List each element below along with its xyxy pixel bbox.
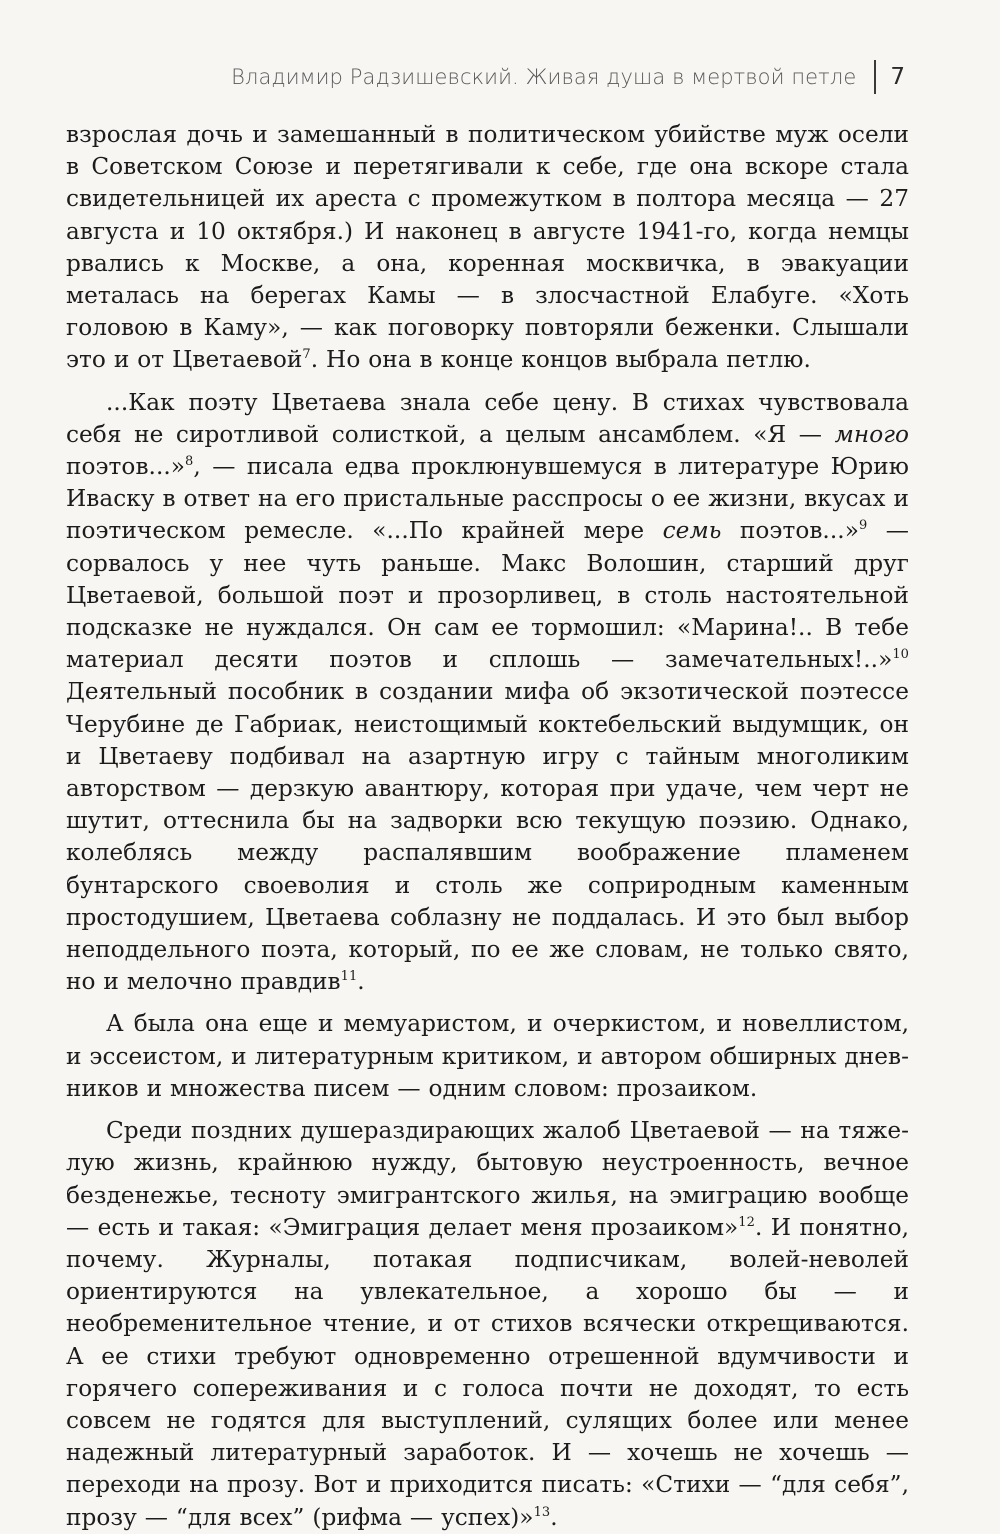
text-run: Деятельный пособник в создании мифа об экзотической поэтессе Черубине де Габриак, неистощимый коктебельский выдумщик, он и Цветаеву подбивал на азартную игру с тайным многоликим авторством — дерзкую авантюру, которая при удаче, чем черт не шутит, оттеснила бы на задворки всю текущую поэзию. Однако, колеблясь между распалявшим воображение пламенем бунтарского своеволия и столь же соприродным каменным простодушием, Цветаева соблазну не поддалась. И это был выбор неподдельного поэта, который, по ее же словам, не только свято, но и мелочно правдив — [66, 678, 909, 996]
text-run: ...Как поэту Цветаева знала себе цену. В стихах чувствовала себя не сиротливой солисткой, а целым ансамблем. «Я — — [66, 388, 909, 448]
paragraph — [66, 1115, 909, 1534]
footnote-ref: 10 — [892, 647, 909, 663]
running-header — [231, 60, 905, 94]
emphasis-text: семь — [662, 517, 722, 545]
text-run: , — писала едва проклюнувшемуся в литературе Юрию Иваску в ответ на его пристальные расспросы о ее жизни, вкусах и поэтическом ремесле. «...По крайней мере — [66, 453, 909, 545]
text-run: А была она еще и мемуаристом, и очеркистом, и новеллистом, и эссеистом, и литературным критиком, и автором обширных дневников и множества писем — одним словом: прозаиком. — [66, 1010, 909, 1102]
page-number: 7 — [890, 64, 905, 90]
paragraph — [66, 1008, 909, 1105]
text-run: — сорвалось у нее чуть раньше. Макс Волошин, старший друг Цветаевой, большой поэт и прозорливец, в столь настоятельной подсказке не нуждался. Он сам ее тормошил: «Марина!.. В тебе материал десяти поэтов и сплошь — замечательных!..» — [66, 517, 909, 674]
footnote-ref: 9 — [858, 518, 868, 534]
body-text — [66, 119, 909, 1534]
text-run: Среди поздних душераздирающих жалоб Цветаевой — на тяжелую жизнь, крайнюю нужду, бытовую неустроенность, вечное безденежье, тесноту эмигрантского жилья, на эмиграцию вообще — есть и такая: «Эмиграция делает меня прозаиком» — [66, 1117, 909, 1241]
running-header-title: Владимир Радзишевский. Живая душа в мертвой петле — [231, 65, 857, 89]
text-run: . И понятно, почему. Журналы, потакая подписчикам, волей-неволей ориентируются на увлекательное, а хорошо бы — и необременительное чтение, и от стихов всячески открещиваются. А ее стихи требуют одновременно отрешенной вдумчивости и горячего сопереживания и с голоса почти не доходят, то есть совсем не годятся для выступлений, сулящих более или менее надежный литературный заработок. И — хочешь не хочешь — переходи на прозу. Вот и приходится писать: «Стихи — “для себя”, прозу — “для всех” (рифма — успех)» — [66, 1213, 909, 1531]
text-run: поэтов...» — [721, 517, 859, 545]
footnote-ref: 7 — [302, 347, 311, 363]
header-divider — [874, 60, 876, 94]
paragraph — [66, 387, 909, 999]
footnote-ref: 8 — [185, 454, 194, 470]
footnote-ref: 12 — [738, 1214, 755, 1230]
text-run: . — [357, 968, 365, 996]
footnote-ref: 11 — [340, 969, 358, 985]
paragraph — [66, 119, 909, 377]
text-run: . Но она в конце концов выбрала петлю. — [310, 346, 811, 374]
text-run: поэтов...» — [66, 453, 186, 481]
text-run: взрослая дочь и замешанный в политическом убийстве муж осели в Советском Союзе и перетягивали к себе, где она вскоре стала свидетельницей их ареста с промежутком в полтора месяца — 27 августа и 10 октября.) И наконец в августе 1941-го, когда немцы рвались к Москве, а она, коренная москвичка, в эвакуации металась на берегах Камы — в злосчастной Елабуге. «Хоть головою в Каму», — как поговорку повторяли беженки. Слышали это и от Цветаевой — [66, 121, 909, 374]
emphasis-text: много — [834, 420, 909, 448]
footnote-ref: 13 — [533, 1504, 551, 1520]
text-run: . — [550, 1503, 558, 1531]
